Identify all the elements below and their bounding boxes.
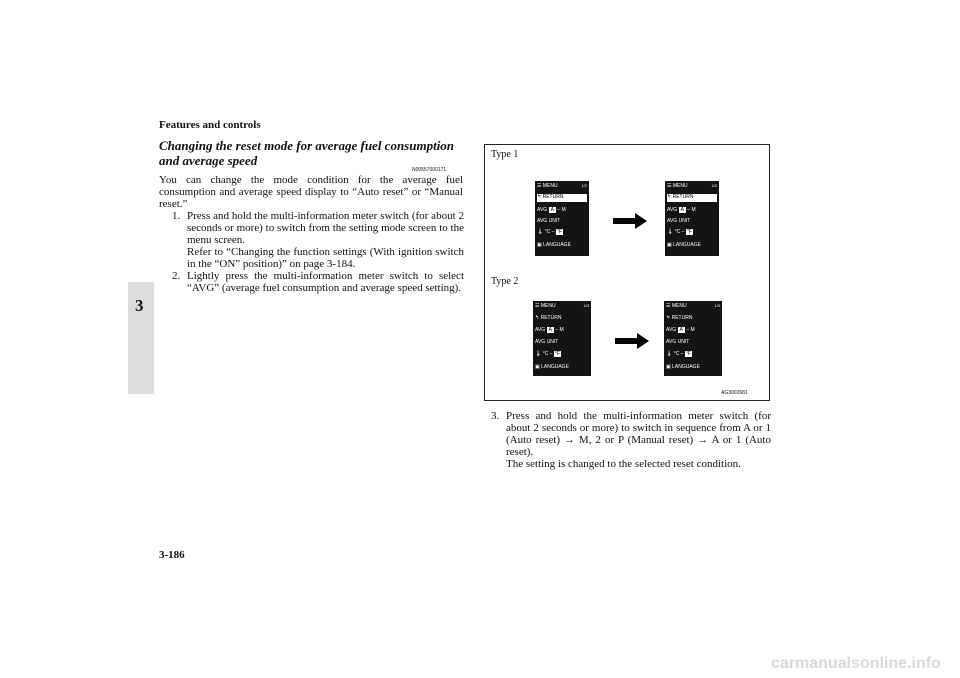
type-1-label: Type 1 [491,149,519,160]
menu-title: MENU [671,303,687,309]
running-header: Features and controls [159,119,261,131]
fahrenheit-label: °F [686,229,692,235]
type-1-screen-before [535,181,589,256]
step-text: Lightly press the multi-information meter switch to select “AVG” (average fuel consumption and average speed setting). [187,270,464,294]
language-label: LANGUAGE [673,242,701,248]
reset-manual: M [559,327,564,333]
dash: – [687,207,691,213]
reset-manual: M [690,327,695,333]
display-figure [484,144,770,401]
celsius-label: °C [542,351,549,357]
step-1 [172,210,464,246]
reference-code: N00557000171 [412,167,447,173]
avg-unit-label: AVG UNIT [666,339,690,345]
language-icon: ▣ [667,242,672,248]
type-2-label: Type 2 [491,276,519,287]
menu-icon: ☰ [666,303,671,309]
step-3 [491,410,771,470]
celsius-label: °C [544,229,551,235]
return-label: RETURN [671,315,693,321]
avg-label: AVG [535,327,546,333]
page-indicator: 1/3 [714,303,720,308]
menu-icon: ☰ [667,183,672,189]
menu-title: MENU [672,183,688,189]
return-icon: ↰ [537,194,542,200]
fahrenheit-label: °F [554,351,560,357]
avg-label: AVG [667,207,678,213]
avg-label: AVG [537,207,548,213]
page-number: 3-186 [159,549,185,561]
thermometer-icon: 🌡 [667,229,674,235]
menu-title: MENU [540,303,556,309]
dash: – [686,327,690,333]
return-label: RETURN [540,315,562,321]
step-text: Press and hold the multi-information meter switch (for about 2 seconds or more) to switch from the setting mode screen to the menu screen. [187,210,464,246]
dash: – [551,229,555,235]
type-1-screen-after [665,181,719,256]
celsius-label: °C [673,351,680,357]
avg-label: AVG [666,327,677,333]
language-label: LANGUAGE [543,242,571,248]
fahrenheit-label: °F [556,229,562,235]
step-number: 2. [172,270,181,282]
fahrenheit-label: °F [685,351,691,357]
step-text: Press and hold the multi-information meter switch (for about 2 seconds or more) to switch in sequence from A or 1 (Auto reset) → M, 2 or P (Manual reset) → A or 1 (Auto reset). [506,410,771,458]
type-2-screen-before [533,301,591,376]
language-label: LANGUAGE [672,364,700,370]
type-2-screen-after [664,301,722,376]
step-number: 3. [491,410,500,422]
celsius-label: °C [674,229,681,235]
thermometer-icon: 🌡 [535,351,542,357]
page-indicator: 1/2 [581,183,587,188]
return-icon: ↰ [535,315,540,321]
language-icon: ▣ [666,364,671,370]
step-1-note [172,246,464,270]
language-label: LANGUAGE [541,364,569,370]
return-label: RETURN [672,194,694,200]
section-heading: Changing the reset mode for average fuel consumption and average speed [159,138,455,168]
reset-auto: A [680,207,684,213]
reset-manual: M [691,207,696,213]
reset-auto: A [550,207,554,213]
menu-icon: ☰ [535,303,540,309]
thermometer-icon: 🌡 [537,229,544,235]
thermometer-icon: 🌡 [666,351,673,357]
avg-unit-label: AVG UNIT [535,339,559,345]
step-result: The setting is changed to the selected reset condition. [506,458,741,470]
chapter-number: 3 [135,296,144,315]
dash: – [555,327,559,333]
return-icon: ↰ [667,194,672,200]
dash: – [549,351,553,357]
menu-icon: ☰ [537,183,542,189]
reset-auto: A [548,327,552,333]
page-indicator: 1/2 [711,183,717,188]
step-text: Refer to “Changing the function settings (With ignition switch in the “ON” position)” on page 3-184. [187,246,464,270]
intro-paragraph: You can change the mode condition for the average fuel consumption and average speed display to “Auto reset” or “Manual reset.” [159,174,463,210]
language-icon: ▣ [535,364,540,370]
dash: – [681,229,685,235]
step-list [172,210,464,294]
watermark-link[interactable]: carmanualsonline.info [771,655,941,672]
dash: – [680,351,684,357]
page-indicator: 1/3 [583,303,589,308]
figure-code: AG3002681 [721,390,748,396]
menu-title: MENU [542,183,558,189]
avg-unit-label: AVG UNIT [537,218,561,224]
arrow-right-icon [615,333,649,349]
return-label: RETURN [542,194,564,200]
reset-manual: M [561,207,566,213]
arrow-right-icon [613,213,647,229]
reset-auto: A [679,327,683,333]
dash: – [557,207,561,213]
step-2 [172,270,464,294]
step-number: 1. [172,210,181,222]
return-icon: ↰ [666,315,671,321]
language-icon: ▣ [537,242,542,248]
avg-unit-label: AVG UNIT [667,218,691,224]
